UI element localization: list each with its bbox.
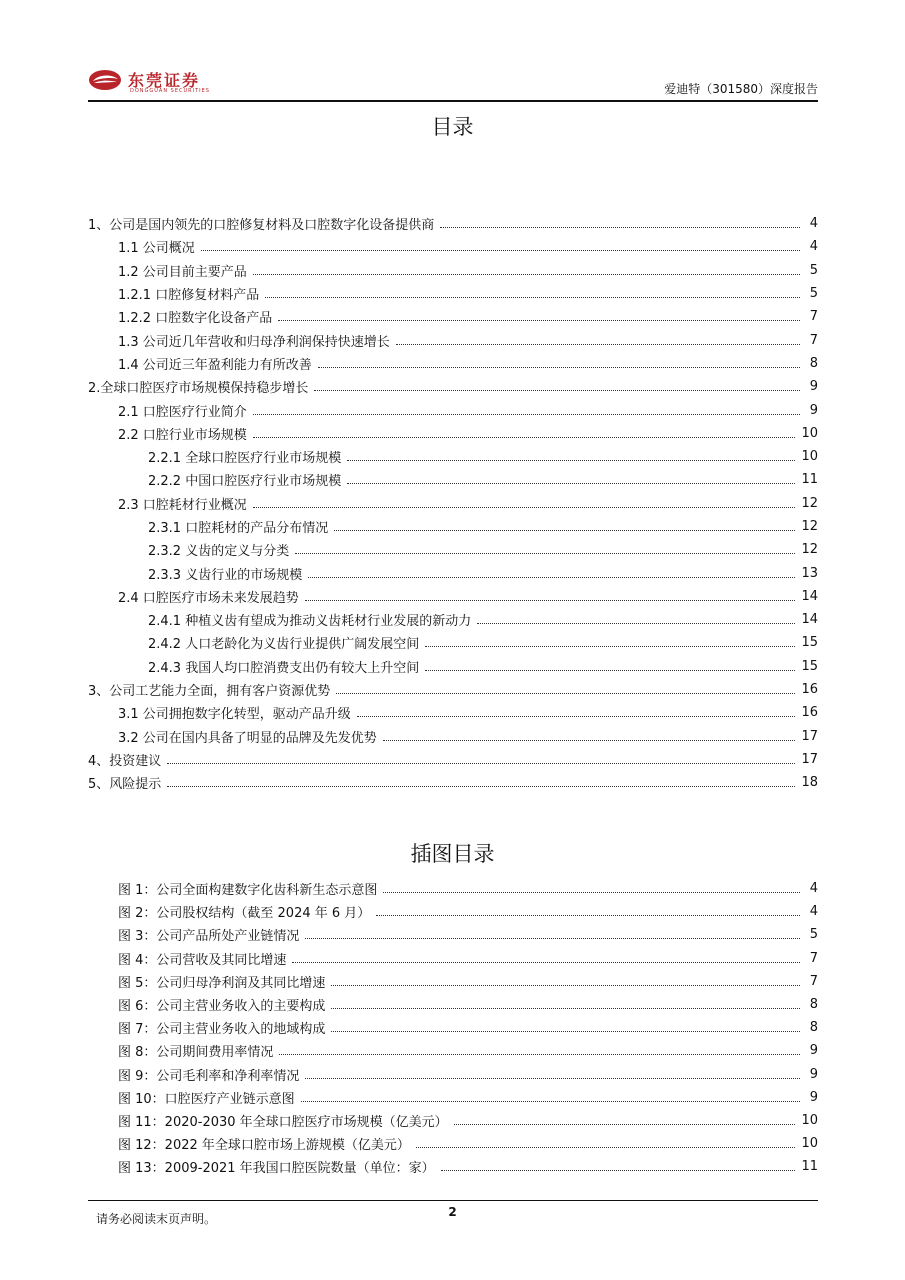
toc-item[interactable] — [88, 259, 818, 282]
dot-leader — [305, 600, 796, 601]
figure-item-label: 图 12：2022 年全球口腔市场上游规模（亿美元） — [118, 1138, 410, 1154]
figure-item[interactable] — [118, 1016, 818, 1039]
toc-item-page: 4 — [809, 239, 818, 255]
toc-item-label: 2.2 口腔行业市场规模 — [118, 427, 247, 443]
company-logo — [88, 66, 248, 98]
dot-leader — [425, 646, 795, 647]
toc-item-label: 1.2.1 口腔修复材料产品 — [118, 288, 260, 304]
dot-leader — [383, 892, 800, 893]
toc-item-label: 3.1 公司拥抱数字化转型，驱动产品升级 — [118, 707, 351, 723]
toc-item-page: 7 — [809, 332, 818, 348]
toc-item-page: 8 — [809, 355, 818, 371]
toc-item-label: 2.4.3 我国人均口腔消费支出仍有较大上升空间 — [148, 660, 420, 676]
figure-item-page: 11 — [801, 1159, 818, 1175]
toc-item[interactable] — [88, 585, 818, 608]
footer-divider — [88, 1200, 818, 1201]
figure-item[interactable] — [118, 970, 818, 993]
toc-item-page: 15 — [801, 635, 818, 651]
toc-item[interactable] — [88, 748, 818, 771]
page-number: 2 — [448, 1205, 457, 1219]
dot-leader — [167, 763, 795, 764]
toc-item[interactable] — [88, 515, 818, 538]
toc-item-page: 5 — [809, 262, 818, 278]
figure-item-label: 图 11：2020-2030 年全球口腔医疗市场规模（亿美元） — [118, 1114, 448, 1130]
toc-title: 目录 — [431, 115, 474, 139]
dot-leader — [292, 962, 800, 963]
figure-item-page: 4 — [809, 904, 818, 920]
toc-item-label: 2.4 口腔医疗市场未来发展趋势 — [118, 590, 299, 606]
figure-item[interactable] — [118, 1132, 818, 1155]
figure-list — [118, 877, 818, 1178]
toc-item[interactable] — [88, 235, 818, 258]
figure-item-label: 图 3：公司产品所处产业链情况 — [118, 929, 300, 945]
toc-item-label: 2.2.1 全球口腔医疗行业市场规模 — [148, 451, 342, 467]
toc-item[interactable] — [88, 212, 818, 235]
toc-item-label: 2.4.1 种植义齿有望成为推动义齿耗材行业发展的新动力 — [148, 614, 472, 630]
dot-leader — [425, 670, 795, 671]
toc-item[interactable] — [88, 375, 818, 398]
toc-item-label: 4、投资建议 — [88, 753, 162, 769]
toc-item-page: 4 — [809, 216, 818, 232]
figure-item-label: 图 5：公司归母净利润及其同比增速 — [118, 975, 326, 991]
toc-item[interactable] — [88, 771, 818, 794]
toc-item-page: 7 — [809, 309, 818, 325]
dot-leader — [265, 297, 800, 298]
toc-item-page: 12 — [801, 542, 818, 558]
toc-item-page: 12 — [801, 495, 818, 511]
figure-item[interactable] — [118, 947, 818, 970]
figure-item-label: 图 13：2009-2021 年我国口腔医院数量（单位：家） — [118, 1161, 435, 1177]
toc-item[interactable] — [88, 538, 818, 561]
dot-leader — [253, 437, 796, 438]
figure-item-label: 图 8：公司期间费用率情况 — [118, 1045, 274, 1061]
dot-leader — [331, 985, 800, 986]
toc-item-page: 18 — [801, 775, 818, 791]
figure-item-page: 4 — [809, 881, 818, 897]
toc-item-page: 9 — [809, 379, 818, 395]
toc-item[interactable] — [88, 655, 818, 678]
figures-title: 插图目录 — [410, 842, 495, 866]
table-of-contents — [88, 212, 818, 794]
toc-item[interactable] — [88, 631, 818, 654]
toc-item-label: 2.3 口腔耗材行业概况 — [118, 497, 247, 513]
figure-item[interactable] — [118, 877, 818, 900]
figure-item[interactable] — [118, 1086, 818, 1109]
toc-item-label: 2.3.1 口腔耗材的产品分布情况 — [148, 521, 329, 536]
toc-item[interactable] — [88, 445, 818, 468]
dot-leader — [318, 367, 800, 368]
dot-leader — [454, 1124, 796, 1125]
dot-leader — [308, 577, 795, 578]
dot-leader — [253, 414, 800, 415]
toc-item-label: 1.4 公司近三年盈利能力有所改善 — [118, 357, 312, 373]
toc-item-label: 2.3.2 义齿的定义与分类 — [148, 544, 290, 560]
toc-item-page: 13 — [801, 565, 818, 581]
dot-leader — [334, 530, 795, 531]
logo-mark-icon — [88, 68, 122, 92]
figure-item-page: 9 — [809, 1043, 818, 1059]
toc-item-label: 1、公司是国内领先的口腔修复材料及口腔数字化设备提供商 — [88, 218, 435, 234]
dot-leader — [347, 460, 795, 461]
toc-item-label: 2.3.3 义齿行业的市场规模 — [148, 567, 303, 583]
figure-item-page: 9 — [809, 1089, 818, 1105]
toc-item[interactable] — [88, 701, 818, 724]
toc-item[interactable] — [88, 422, 818, 445]
figure-item-page: 10 — [801, 1136, 818, 1152]
dot-leader — [347, 483, 795, 484]
toc-item-page: 10 — [801, 449, 818, 465]
toc-item[interactable] — [88, 352, 818, 375]
toc-item-page: 16 — [801, 682, 818, 698]
dot-leader — [305, 938, 800, 939]
dot-leader — [357, 716, 796, 717]
dot-leader — [416, 1147, 796, 1148]
toc-item-label: 5、风险提示 — [88, 777, 162, 793]
toc-item-label: 2.2.2 中国口腔医疗行业市场规模 — [148, 474, 342, 490]
dot-leader — [253, 274, 800, 275]
figure-item-label: 图 10：口腔医疗产业链示意图 — [118, 1091, 295, 1107]
toc-item-label: 2.全球口腔医疗市场规模保持稳步增长 — [88, 381, 309, 397]
figure-item-label: 图 7：公司主营业务收入的地域构成 — [118, 1022, 326, 1038]
figure-item-page: 5 — [809, 927, 818, 943]
figure-item-label: 图 9：公司毛利率和净利率情况 — [118, 1068, 300, 1084]
dot-leader — [167, 786, 795, 787]
toc-item-page: 12 — [801, 519, 818, 534]
figure-item-label: 图 4：公司营收及其同比增速 — [118, 952, 287, 968]
toc-item-label: 3、公司工艺能力全面，拥有客户资源优势 — [88, 684, 331, 700]
disclaimer-note: 请务必阅读末页声明。 — [96, 1212, 217, 1226]
logo-english-text: DONGGUAN SECURITIES — [130, 88, 210, 94]
toc-item[interactable] — [88, 492, 818, 515]
toc-item-page: 17 — [801, 751, 818, 767]
figure-item-page: 8 — [809, 1020, 818, 1036]
figure-item[interactable] — [118, 993, 818, 1016]
report-title: 爱迪特（301580）深度报告 — [664, 82, 818, 96]
figure-item-page: 8 — [809, 997, 818, 1013]
figure-item-label: 图 2：公司股权结构（截至 2024 年 6 月） — [118, 906, 371, 922]
toc-item-label: 1.2 公司目前主要产品 — [118, 264, 247, 280]
toc-item-page: 11 — [801, 472, 818, 488]
dot-leader — [336, 693, 795, 694]
figure-item[interactable] — [118, 923, 818, 946]
toc-item-page: 14 — [801, 612, 818, 628]
dot-leader — [278, 320, 800, 321]
toc-item[interactable] — [88, 468, 818, 491]
toc-item-page: 16 — [801, 705, 818, 721]
dot-leader — [331, 1008, 800, 1009]
toc-item[interactable] — [88, 282, 818, 305]
dot-leader — [440, 227, 800, 228]
dot-leader — [441, 1170, 796, 1171]
toc-item-label: 1.1 公司概况 — [118, 241, 195, 257]
figure-item[interactable] — [118, 1039, 818, 1062]
figure-item-page: 10 — [801, 1112, 818, 1128]
toc-item-page: 5 — [809, 286, 818, 302]
toc-item-page: 14 — [801, 588, 818, 604]
dot-leader — [383, 740, 796, 741]
figure-item[interactable] — [118, 900, 818, 923]
toc-item[interactable] — [88, 561, 818, 584]
toc-item[interactable] — [88, 305, 818, 328]
toc-item-label: 2.1 口腔医疗行业简介 — [118, 404, 247, 420]
dot-leader — [305, 1078, 800, 1079]
figure-item[interactable] — [118, 1063, 818, 1086]
toc-item[interactable] — [88, 725, 818, 748]
dot-leader — [295, 553, 795, 554]
dot-leader — [314, 390, 800, 391]
dot-leader — [279, 1054, 800, 1055]
dot-leader — [201, 250, 800, 251]
figure-item-label: 图 1：公司全面构建数字化齿科新生态示意图 — [118, 883, 378, 899]
figure-item[interactable] — [118, 1155, 818, 1178]
toc-item-label: 1.3 公司近几年营收和归母净利润保持快速增长 — [118, 334, 390, 350]
dot-leader — [396, 344, 800, 345]
dot-leader — [301, 1101, 800, 1102]
figure-item[interactable] — [118, 1109, 818, 1132]
toc-item-label: 3.2 公司在国内具备了明显的品牌及先发优势 — [118, 730, 377, 746]
dot-leader — [477, 623, 795, 624]
logo-chinese-text: 东莞证券 — [128, 71, 201, 90]
figure-item-label: 图 6：公司主营业务收入的主要构成 — [118, 999, 326, 1015]
toc-item-label: 1.2.2 口腔数字化设备产品 — [118, 311, 273, 327]
toc-item[interactable] — [88, 678, 818, 701]
toc-item-page: 17 — [801, 728, 818, 744]
dot-leader — [331, 1031, 800, 1032]
dot-leader — [253, 507, 796, 508]
header-divider — [88, 100, 818, 102]
toc-item[interactable] — [88, 328, 818, 351]
toc-item[interactable] — [88, 608, 818, 631]
dot-leader — [376, 915, 800, 916]
page-header — [88, 64, 818, 100]
toc-item-page: 10 — [801, 425, 818, 441]
toc-item-label: 2.4.2 人口老龄化为义齿行业提供广阔发展空间 — [148, 637, 420, 653]
figure-item-page: 7 — [809, 950, 818, 966]
toc-item-page: 9 — [809, 402, 818, 418]
figure-item-page: 7 — [809, 973, 818, 989]
toc-item-page: 15 — [801, 658, 818, 674]
toc-item[interactable] — [88, 398, 818, 421]
figure-item-page: 9 — [809, 1066, 818, 1082]
